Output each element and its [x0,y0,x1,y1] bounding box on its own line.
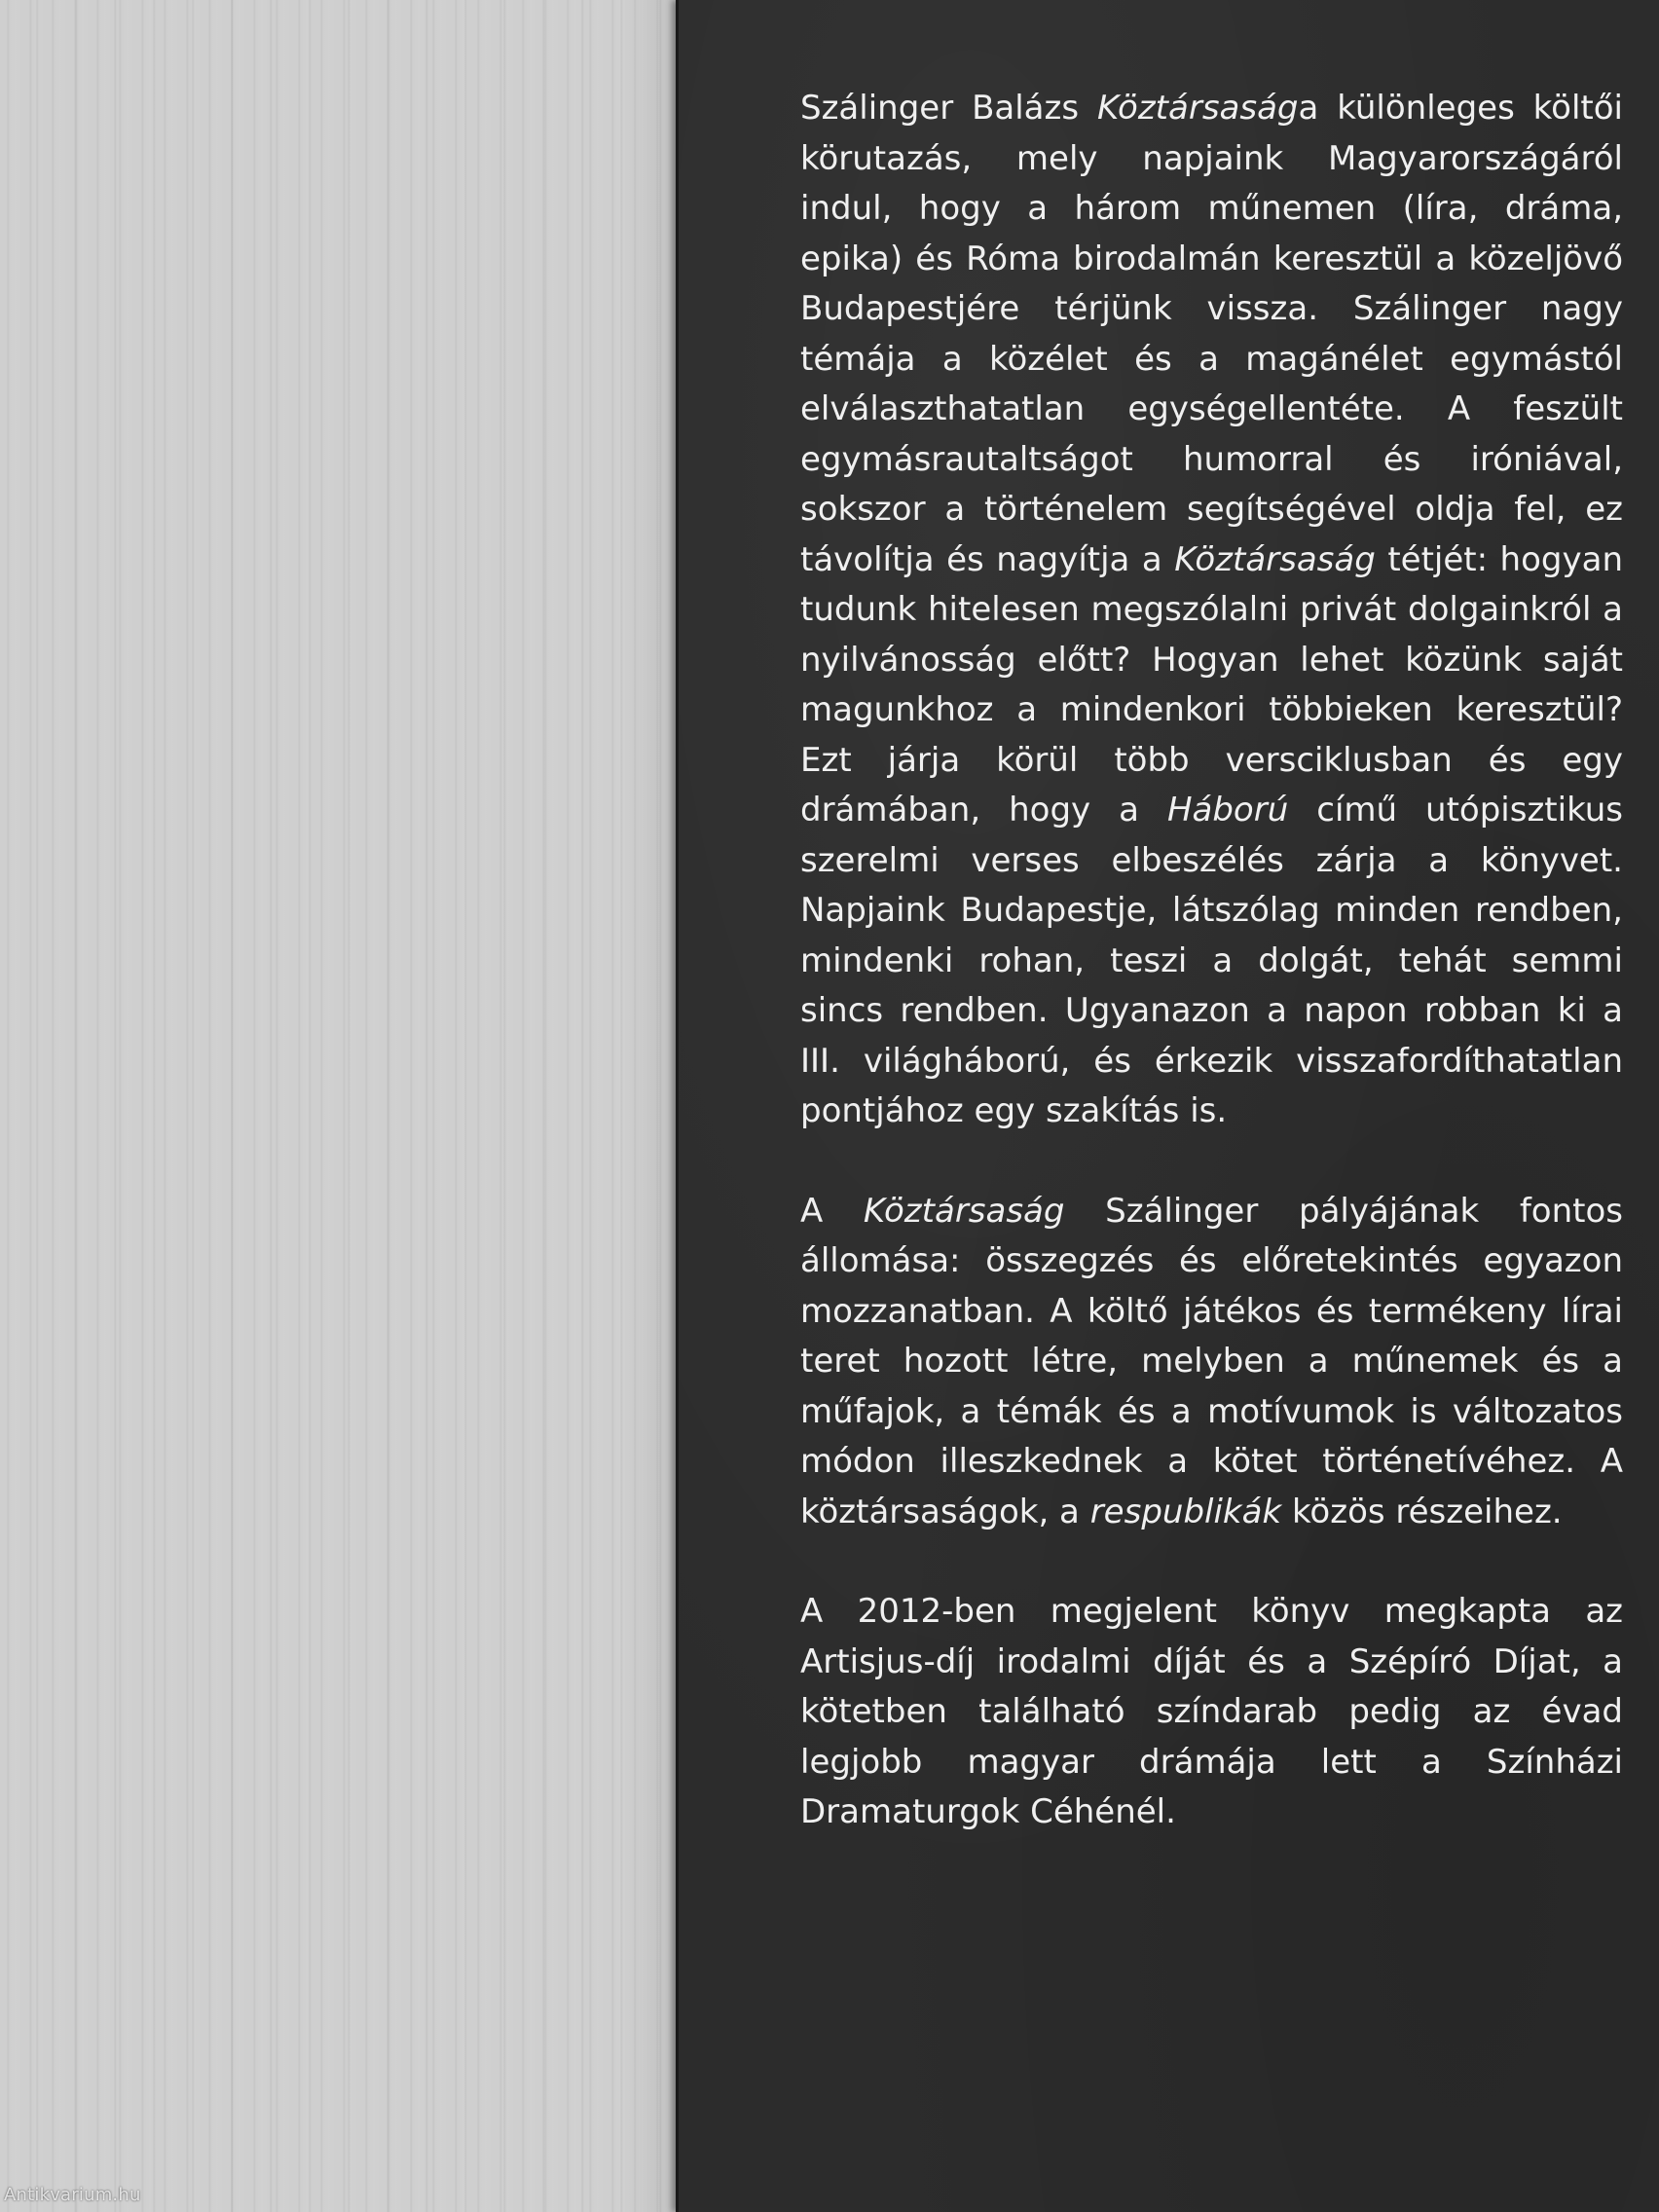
text-run: Szálinger pályájának fontos állomása: összegzés és előretekintés egyazon mozzanatban. A költő játékos és termékeny lírai teret hozott létre, melyben a műnemek és a műfajok, a témák és a motívumok is változatos módon illeszkednek a kötet történetívéhez. A köztársaságok, a [800,1191,1623,1531]
italic-title-run: Köztársaság [1096,89,1299,128]
text-run: közös részeihez. [1281,1492,1563,1531]
surface-shadow [623,0,682,2212]
book-back-cover [676,0,1659,2212]
wood-surface [0,0,682,2212]
back-cover-blurb [800,84,1623,1838]
blurb-paragraph-2 [800,1187,1623,1538]
italic-title-run: Köztársaság [1174,539,1376,579]
blurb-paragraph-1 [800,84,1623,1137]
text-run: A 2012-ben megjelent könyv megkapta az Artisjus-díj irodalmi díját és a Szépíró Díjat, a kötetben található színdarab pedig az évad legjobb magyar drámája lett a Színházi Dramaturgok Céhénél. [800,1592,1623,1831]
site-watermark: Antikvarium.hu [4,2185,141,2205]
text-run: Szálinger Balázs [800,89,1097,128]
text-run: A [800,1191,864,1231]
cover-edge [676,0,679,2212]
text-run: című utópisztikus szerelmi verses elbeszélés zárja a könyvet. Napjaink Budapestje, látszólag minden rendben, mindenki rohan, teszi a dolgát, tehát semmi sincs rendben. Ugyanazon a napon robban ki a III. világháború, és érkezik visszafordíthatatlan pontjához egy szakítás is. [800,791,1623,1130]
italic-title-run: respublikák [1089,1492,1282,1531]
italic-title-run: Köztársaság [863,1191,1065,1231]
italic-title-run: Háború [1166,791,1289,830]
blurb-paragraph-3 [800,1587,1623,1838]
text-run: a különleges költői körutazás, mely napjaink Magyarországáról indul, hogy a három műnemen (líra, dráma, epika) és Róma birodalmán keresztül a közeljövő Budapestjére térjünk vissza. Szálinger nagy témája a közélet és a magánélet egymástól elválaszthatatlan egységellentéte. A feszült egymásrautaltságot humorral és iróniával, sokszor a történelem segítségével oldja fel, ez távolítja és nagyítja a [800,89,1623,579]
text-run: tétjét: hogyan tudunk hitelesen megszólalni privát dolgainkról a nyilvánosság előtt? Hogyan lehet közünk saját magunkhoz a mindenkori többieken keresztül? Ezt járja körül több versciklusban és egy drámában, hogy a [800,539,1623,830]
